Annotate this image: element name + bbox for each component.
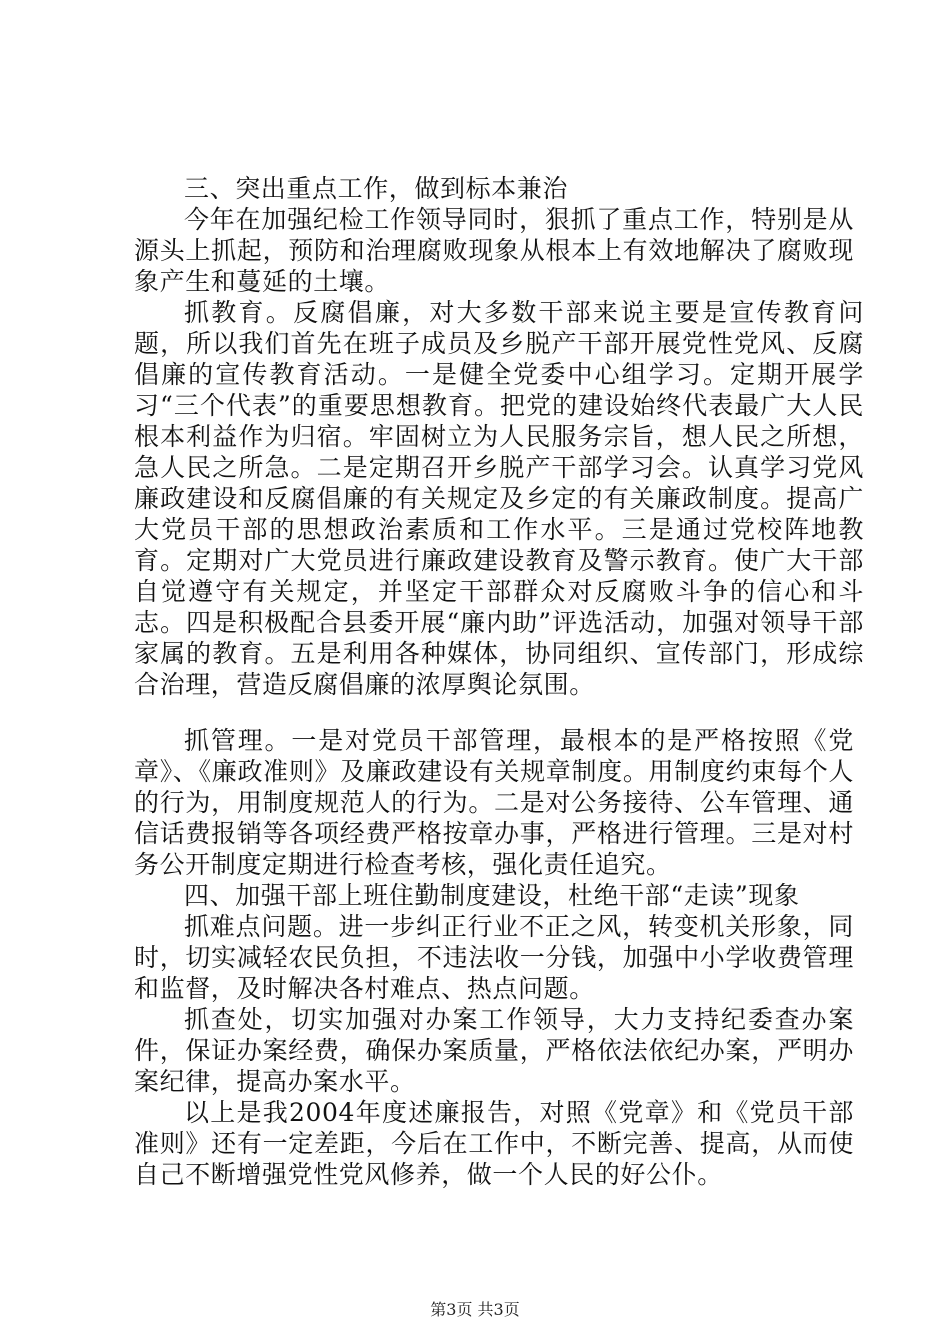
paragraph-education: 抓教育。反腐倡廉，对大多数干部来说主要是宣传教育问题，所以我们首先在班子成员及乡脱产干部开展党性党风、反腐倡廉的宣传教育活动。一是健全党委中心组学习。定期开展学习“三个代表”的重要思想教育。把党的建设始终代表最广大人民根本利益作为归宿。牢固树立为人民服务宗旨，想人民之所想，急人民之所急。二是定期召开乡脱产干部学习会。认真学习党风廉政建设和反腐倡廉的有关规定及乡定的有关廉政制度。提高广大党员干部的思想政治素质和工作水平。三是通过党校阵地教育。定期对广大党员进行廉政建设教育及警示教育。使广大干部自觉遵守有关规定，并坚定干部群众对反腐败斗争的信心和斗志。四是积极配合县委开展“廉内助”评选活动，加强对领导干部家属的教育。五是利用各种媒体，协同组织、宣传部门，形成综合治理，营造反腐倡廉的浓厚舆论氛围。 bbox=[134, 298, 864, 699]
paragraph-conclusion: 以上是我2004年度述廉报告，对照《党章》和《党员干部准则》还有一定差距，今后在工作中，不断完善、提高，从而使自己不断增强党性党风修养，做一个人民的好公仆。 bbox=[134, 1098, 854, 1189]
page-number-footer: 第3页 共3页 bbox=[430, 1300, 520, 1319]
section-heading-3: 三、突出重点工作，做到标本兼治 bbox=[184, 174, 569, 203]
paragraph-key-work: 今年在加强纪检工作领导同时，狠抓了重点工作，特别是从源头上抓起，预防和治理腐败现象从根本上有效地解决了腐败现象产生和蔓延的土壤。 bbox=[134, 205, 854, 296]
paragraph-difficulties: 抓难点问题。进一步纠正行业不正之风，转变机关形象，同时，切实减轻农民负担，不违法收一分钱，加强中小学收费管理和监督，及时解决各村难点、热点问题。 bbox=[134, 912, 854, 1003]
paragraph-management: 抓管理。一是对党员干部管理，最根本的是严格按照《党章》、《廉政准则》及廉政建设有关规章制度。用制度约束每个人的行为，用制度规范人的行为。二是对公务接待、公车管理、通信话费报销等各项经费严格按章办事，严格进行管理。三是对村务公开制度定期进行检查考核，强化责任追究。 bbox=[134, 726, 854, 879]
paragraph-gap bbox=[134, 700, 854, 725]
section-heading-4: 四、加强干部上班住勤制度建设，杜绝干部“走读”现象 bbox=[184, 881, 800, 910]
document-body bbox=[134, 173, 864, 1190]
paragraph-investigation: 抓查处，切实加强对办案工作领导，大力支持纪委查办案件，保证办案经费，确保办案质量，严格依法依纪办案，严明办案纪律，提高办案水平。 bbox=[134, 1005, 854, 1096]
